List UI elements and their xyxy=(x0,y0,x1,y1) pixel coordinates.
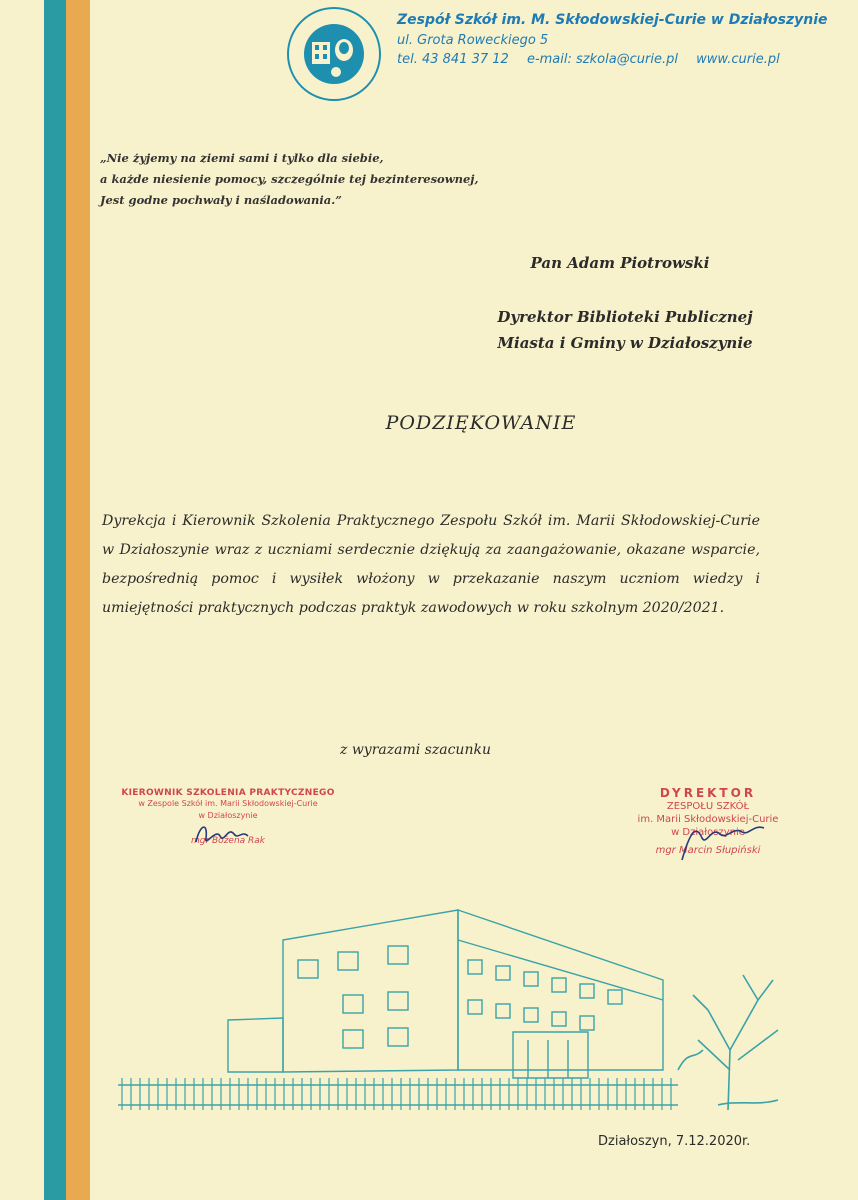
left-stamp-line: w Działoszynie xyxy=(198,811,258,820)
quote-line: „Nie żyjemy na ziemi sami i tylko dla siebie, xyxy=(100,151,384,165)
school-phone: tel. 43 841 37 12 xyxy=(397,52,509,67)
right-stamp-person: mgr Marcin Słupiński xyxy=(655,845,761,856)
recipient-name: Pan Adam Piotrowski xyxy=(530,254,710,272)
right-stamp-line: ZESPOŁU SZKÓŁ xyxy=(666,801,750,812)
motto-quote xyxy=(100,148,500,211)
orange-side-stripe xyxy=(66,0,90,1200)
right-stamp-line: im. Marii Skłodowskiej-Curie xyxy=(637,814,779,825)
quote-line: a każde niesienie pomocy, szczególnie tej bezinteresownej, xyxy=(100,172,479,186)
school-logo xyxy=(286,6,382,102)
right-stamp-line: w Działoszynie xyxy=(671,827,745,838)
school-address: ul. Grota Roweckiego 5 xyxy=(397,33,549,48)
recipient-title-line: Dyrektor Biblioteki Publicznej xyxy=(497,308,753,326)
right-stamp-title: DYREKTOR xyxy=(659,786,757,800)
left-stamp-line: w Zespole Szkół im. Marii Skłodowskiej-Curie xyxy=(138,799,318,808)
issue-date: Działoszyn, 7.12.2020r. xyxy=(598,1134,751,1149)
left-stamp-title: KIEROWNIK SZKOLENIA PRAKTYCZNEGO xyxy=(121,788,335,798)
school-contact xyxy=(397,50,837,69)
closing-phrase: z wyrazami szacunku xyxy=(340,742,491,758)
school-email[interactable]: e-mail: szkola@curie.pl xyxy=(526,52,679,67)
quote-line: Jest godne pochwały i naśladowania.” xyxy=(100,193,342,207)
school-name: Zespół Szkół im. M. Skłodowskiej-Curie w Działoszynie xyxy=(397,12,828,28)
recipient-title xyxy=(460,304,790,356)
thanks-body: Dyrekcja i Kierownik Szkolenia Praktycznego Zespołu Szkół im. Marii Skłodowskiej-Curie w Działoszynie wraz z uczniami serdecznie dziękują za zaangażowanie, okazane wsparcie, bezpośrednią pomoc i wysiłek włożony w przekazanie naszym uczniom wiedzy i umiejętności praktycznych podczas praktyk zawodowych w roku szkolnym 2020/2021. xyxy=(102,513,760,616)
school-building-sketch xyxy=(118,900,798,1130)
document-heading: PODZIĘKOWANIE xyxy=(385,412,577,434)
recipient-title-line: Miasta i Gminy w Działoszynie xyxy=(497,334,753,352)
left-stamp-person: mgr Bożena Rak xyxy=(190,836,266,846)
left-signature xyxy=(190,818,270,852)
school-header xyxy=(397,10,837,69)
school-website[interactable]: www.curie.pl xyxy=(696,52,780,67)
teal-side-stripe xyxy=(44,0,66,1200)
right-signature xyxy=(672,812,772,868)
